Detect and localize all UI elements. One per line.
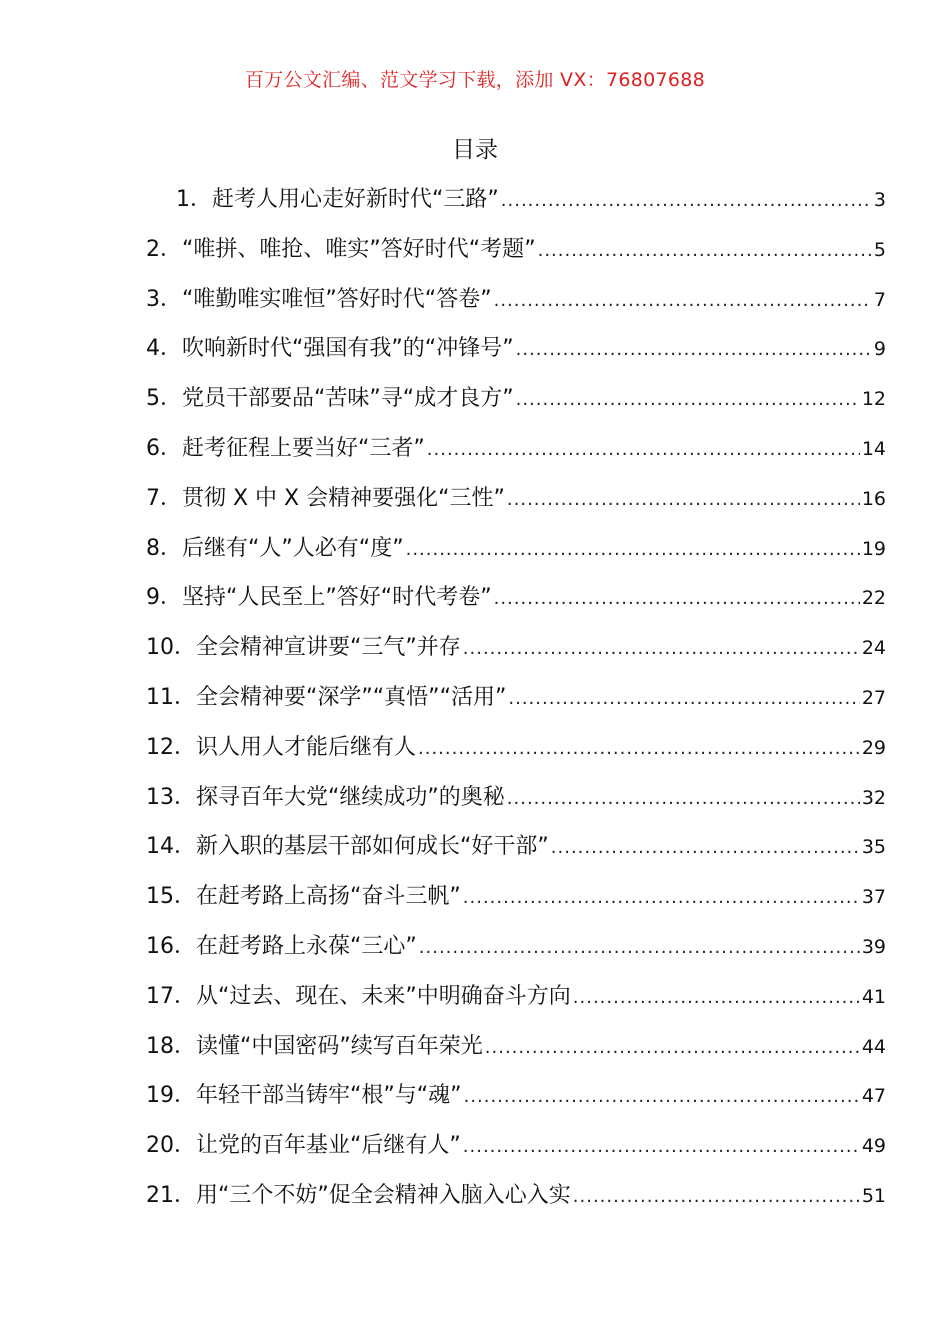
toc-entry-page-number: 12 [861, 388, 886, 411]
toc-entry-title: 5．党员干部要品“苦味”寻“成才良方” [146, 386, 514, 412]
toc-entry-page-number: 5 [873, 238, 886, 261]
toc-entry-title: 2．“唯拼、唯抢、唯实”答好时代“考题” [146, 236, 536, 262]
toc-entry[interactable] [146, 182, 886, 232]
toc-dot-leader [538, 233, 872, 269]
toc-dot-leader [464, 1079, 860, 1115]
toc-entry[interactable] [146, 1128, 886, 1178]
toc-dot-leader [573, 980, 860, 1016]
toc-entry-page-number: 51 [861, 1184, 886, 1207]
toc-entry-title: 13．探寻百年大党“继续成功”的奥秘 [146, 784, 505, 810]
toc-entry-title: 19．年轻干部当铸牢“根”与“魂” [146, 1083, 462, 1109]
toc-entry-page-number: 7 [873, 288, 886, 311]
toc-entry-page-number: 24 [861, 637, 886, 660]
toc-entry-title: 9．坚持“人民至上”答好“时代考卷” [146, 585, 492, 611]
toc-dot-leader [419, 930, 860, 966]
toc-entry[interactable] [146, 680, 886, 730]
toc-entry-title: 14．新入职的基层干部如何成长“好干部” [146, 834, 549, 860]
toc-dot-leader [494, 581, 860, 617]
toc-entry[interactable] [146, 531, 886, 581]
toc-entry-page-number: 19 [861, 537, 886, 560]
toc-entry-title: 11．全会精神要“深学”“真悟”“活用” [146, 684, 507, 710]
toc-dot-leader [516, 332, 872, 368]
toc-entry-page-number: 44 [861, 1035, 886, 1058]
toc-entry-page-number: 3 [873, 189, 886, 211]
toc-dot-leader [463, 880, 860, 916]
toc-dot-leader [508, 681, 859, 717]
toc-entry-title: 1．赶考人用心走好新时代“三路” [176, 187, 499, 212]
toc-entry-title: 7．贯彻 X 中 X 会精神要强化“三性” [146, 485, 505, 511]
toc-entry-title: 20．让党的百年基业“后继有人” [146, 1133, 461, 1159]
toc-dot-leader [418, 731, 860, 767]
toc-entry-title: 18．读懂“中国密码”续写百年荣光 [146, 1033, 483, 1059]
toc-entry[interactable] [146, 1178, 886, 1228]
toc-entry[interactable] [146, 630, 886, 680]
toc-entry-title: 10．全会精神宣讲要“三气”并存 [146, 635, 461, 661]
toc-entry[interactable] [146, 331, 886, 381]
toc-dot-leader [463, 1129, 860, 1165]
header-watermark: 百万公文汇编、范文学习下载，添加 VX：76807688 [244, 69, 706, 91]
toc-entry[interactable] [146, 481, 886, 531]
toc-dot-leader [494, 283, 872, 319]
toc-entry-page-number: 41 [861, 985, 886, 1008]
toc-entry-title: 16．在赶考路上永葆“三心” [146, 933, 417, 959]
toc-entry-title: 17．从“过去、现在、未来”中明确奋斗方向 [146, 983, 571, 1009]
toc-dot-leader [463, 631, 860, 667]
toc-title: 目录 [452, 137, 498, 163]
toc-entry[interactable] [146, 431, 886, 481]
toc-entry-page-number: 49 [861, 1135, 886, 1158]
toc-dot-leader [501, 183, 872, 219]
toc-dot-leader [427, 432, 860, 468]
toc-entry-page-number: 32 [861, 786, 886, 809]
toc-entry-page-number: 9 [873, 338, 886, 361]
toc-entry-page-number: 27 [861, 686, 886, 709]
toc-entry-title: 4．吹响新时代“强国有我”的“冲锋号” [146, 336, 514, 362]
toc-entry[interactable] [146, 282, 886, 332]
toc-entry-title: 12．识人用人才能后继有人 [146, 734, 416, 760]
toc-entry[interactable] [146, 580, 886, 630]
toc-entry-page-number: 22 [861, 587, 886, 610]
toc-entry-page-number: 37 [861, 886, 886, 909]
toc-dot-leader [406, 532, 860, 568]
toc-entry-page-number: 35 [861, 836, 886, 859]
toc-entry[interactable] [146, 1078, 886, 1128]
toc-entry[interactable] [146, 730, 886, 780]
toc-dot-leader [516, 382, 860, 418]
toc-entry[interactable] [146, 879, 886, 929]
toc-entry-title: 8．后继有“人”人必有“度” [146, 535, 404, 561]
toc-entry[interactable] [146, 829, 886, 879]
toc-dot-leader [507, 482, 860, 518]
toc-dot-leader [485, 1030, 860, 1066]
toc-entry[interactable] [146, 929, 886, 979]
toc-entry-title: 3．“唯勤唯实唯恒”答好时代“答卷” [146, 286, 492, 312]
toc-entry-page-number: 16 [861, 487, 886, 510]
toc-entry[interactable] [146, 232, 886, 282]
toc-entry-title: 15．在赶考路上高扬“奋斗三帆” [146, 884, 461, 910]
toc-entry[interactable] [146, 381, 886, 431]
toc-entry-title: 6．赶考征程上要当好“三者” [146, 435, 425, 461]
toc-entry-page-number: 14 [861, 437, 886, 460]
toc-entry[interactable] [146, 1029, 886, 1079]
toc-dot-leader [573, 1179, 860, 1215]
toc-entry[interactable] [146, 979, 886, 1029]
toc-list [146, 182, 886, 1228]
toc-entry-page-number: 47 [861, 1085, 886, 1108]
toc-dot-leader [551, 830, 860, 866]
toc-entry-page-number: 39 [861, 935, 886, 958]
toc-entry-page-number: 29 [861, 736, 886, 759]
toc-dot-leader [507, 781, 860, 817]
toc-entry-title: 21．用“三个不妨”促全会精神入脑入心入实 [146, 1182, 571, 1208]
toc-entry[interactable] [146, 780, 886, 830]
